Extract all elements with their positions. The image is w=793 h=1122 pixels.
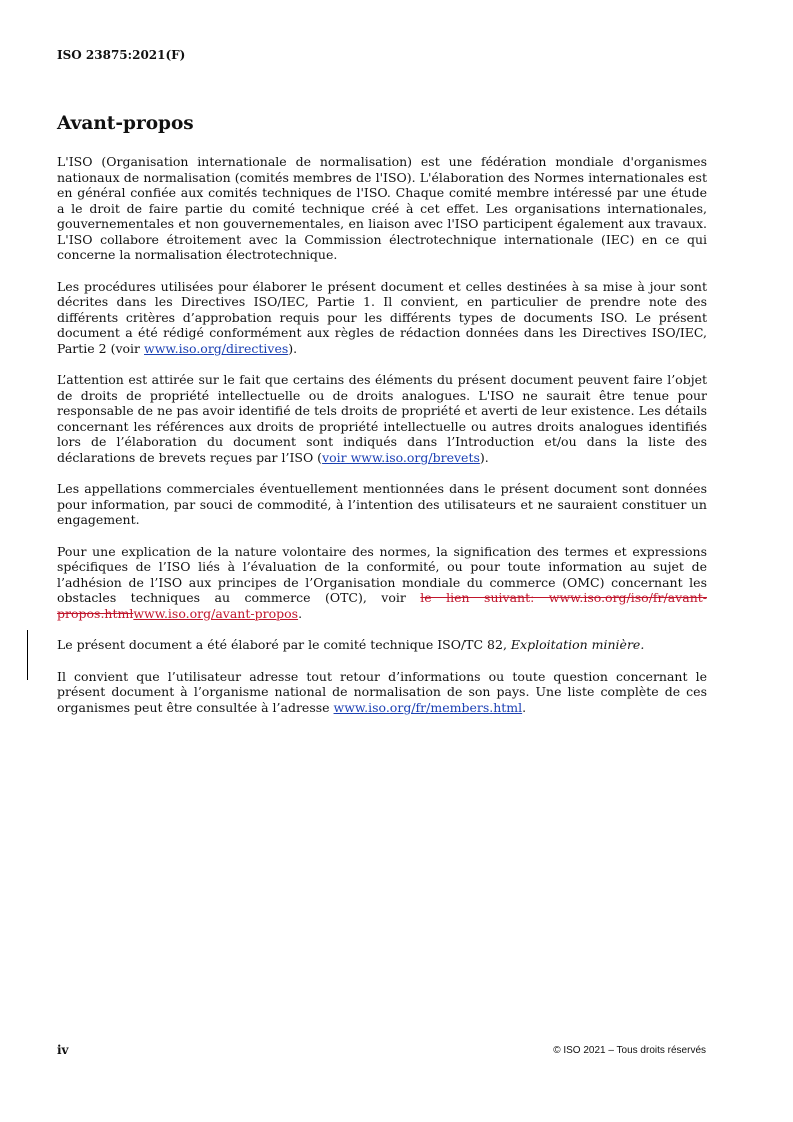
- paragraph-3-text: L’attention est attirée sur le fait que certains des éléments du présent document peuvent faire l’objet de droits de propriété intellectuelle ou de droits analogues. L'ISO ne saurait être tenue pour responsable de ne pas avoir identifié de tels droits de propriété et averti de leur existence. Les détails concernant les références aux droits de propriété intellectuelle ou autres droits analogues identifiés lors de l’élaboration du document sont indiqués dans l’Introduction et/ou dans la liste des déclarations de brevets reçues par l’ISO (: [57, 372, 707, 465]
- page-number: iv: [57, 1043, 69, 1057]
- paragraph-5-end: .: [298, 605, 303, 621]
- revision-change-bar: [27, 630, 28, 680]
- committee-name: Exploitation minière.: [510, 637, 645, 652]
- document-body: [57, 154, 707, 731]
- page-title: Avant-propos: [57, 113, 194, 134]
- paragraph-6-text: Le présent document a été élaboré par le comité technique ISO/TC 82,: [57, 637, 511, 652]
- paragraph-2-text: Les procédures utilisées pour élaborer le présent document et celles destinées à sa mise à jour sont décrites dans les Directives ISO/IEC, Partie 1. Il convient, en particulier de prendre note des différents critères d’approbation requis pour les différents types de documents ISO. Le présent document a été rédigé conformément aux règles de rédaction données dans les Directives ISO/IEC, Partie 2 (voir: [57, 278, 707, 356]
- paragraph-1: L'ISO (Organisation internationale de normalisation) est une fédération mondiale d'organismes nationaux de normalisation (comités membres de l'ISO). L'élaboration des Normes internationales est en général confiée aux comités techniques de l'ISO. Chaque comité membre intéressé par une étude a le droit de faire partie du comité technique créé à cet effet. Les organisations internationales, gouvernementales et non gouvernementales, en liaison avec l'ISO participent également aux travaux. L'ISO collabore étroitement avec la Commission électrotechnique internationale (IEC) en ce qui concerne la normalisation électrotechnique.: [57, 154, 707, 262]
- paragraph-5-text: Pour une explication de la nature volontaire des normes, la signification des termes et expressions spécifiques de l’ISO liés à l’évaluation de la conformité, ou pour toute information au sujet de l’adhésion de l’ISO aux principes de l’Organisation mondiale du commerce (OMC) concernant les obstacles techniques au commerce (OTC), voir: [57, 543, 707, 605]
- members-link[interactable]: www.iso.org/fr/members.html: [333, 699, 523, 715]
- paragraph-7: [57, 669, 707, 716]
- patents-link[interactable]: voir www.iso.org/brevets: [322, 449, 480, 465]
- paragraph-7-end: .: [522, 699, 527, 715]
- paragraph-3: [57, 372, 707, 465]
- paragraph-3-end: ).: [479, 449, 489, 465]
- document-id: ISO 23875:2021(F): [57, 48, 186, 62]
- inserted-link-text[interactable]: www.iso.org/avant-propos: [133, 605, 299, 621]
- paragraph-4: Les appellations commerciales éventuellement mentionnées dans le présent document sont données pour information, par souci de commodité, à l’intention des utilisateurs et ne sauraient constituer un engagement.: [57, 481, 707, 527]
- paragraph-5: [57, 544, 707, 622]
- paragraph-2-end: ).: [288, 340, 298, 356]
- deleted-link-text[interactable]: le lien suivant: www.iso.org/iso/fr/avant-propos.html: [57, 590, 707, 621]
- directives-link[interactable]: www.iso.org/directives: [144, 340, 289, 356]
- paragraph-7-text: Il convient que l’utilisateur adresse tout retour d’informations ou toute question concernant le présent document à l’organisme national de normalisation de son pays. Une liste complète de ces organismes peut être consultée à l’adresse: [57, 668, 707, 715]
- paragraph-2: [57, 279, 707, 357]
- copyright-notice: © ISO 2021 – Tous droits réservés: [553, 1045, 706, 1056]
- paragraph-6: [57, 637, 707, 653]
